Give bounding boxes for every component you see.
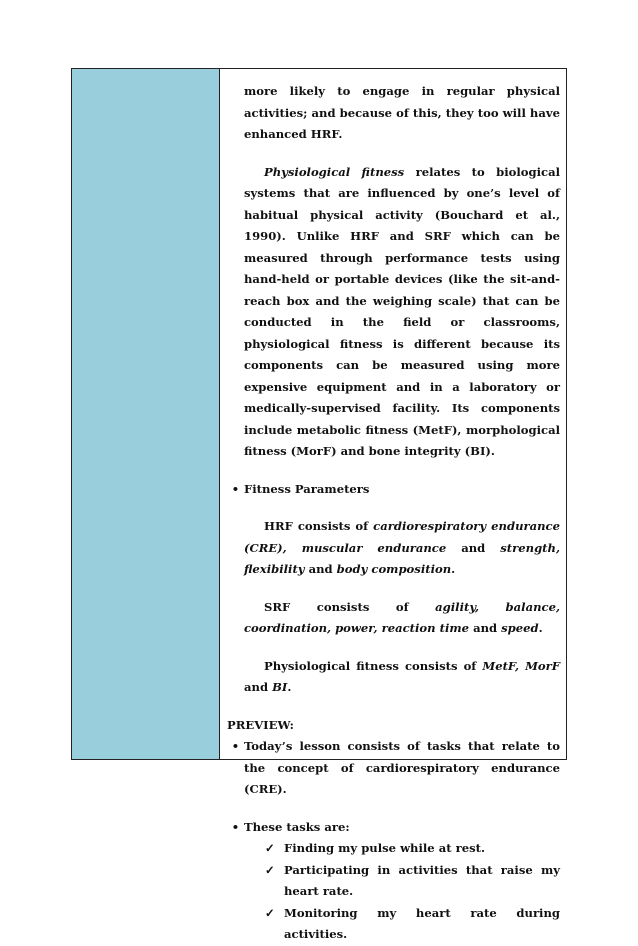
- preview-heading: PREVIEW:: [227, 717, 294, 732]
- preview-bullet-2: [227, 817, 560, 839]
- content-column: [220, 69, 566, 941]
- bullet-icon: •: [231, 481, 240, 496]
- task-text: Participating in activities that raise my heart rate.: [284, 862, 560, 898]
- side-column: [72, 69, 220, 759]
- paragraph-physiological-components: Physiological fitness consists of MetF, MorF and BI.: [244, 658, 560, 694]
- fitness-parameters-heading: Fitness Parameters: [244, 481, 370, 496]
- task-item: [227, 838, 560, 860]
- task-text: Monitoring my heart rate during activities.: [284, 905, 560, 941]
- preview-item-tasks: These tasks are:: [244, 819, 350, 834]
- bullet-fitness-parameters: [227, 479, 560, 501]
- term-physiological-fitness: Physiological fitness: [264, 164, 405, 179]
- task-text: Finding my pulse while at rest.: [284, 841, 486, 855]
- checkmark-icon: ✓: [265, 841, 275, 855]
- paragraph-hrf-components: HRF consists of cardiorespiratory endurance (CRE), muscular endurance and strength, flexibility and body composition.: [244, 519, 561, 576]
- lesson-table: [71, 68, 567, 941]
- task-item: [227, 903, 560, 946]
- checkmark-icon: ✓: [265, 905, 275, 920]
- task-item: [227, 860, 560, 903]
- paragraph-hrf-intro: more likely to engage in regular physical activities; and because of this, they too will have enhanced HRF.: [244, 84, 560, 141]
- preview-item-lesson: Today’s lesson consists of tasks that relate to the concept of cardiorespiratory endurance (CRE).: [244, 739, 560, 796]
- preview-bullet-1: [227, 736, 560, 801]
- paragraph-srf-components: SRF consists of agility, balance, coordination, power, reaction time and speed.: [244, 599, 560, 635]
- bullet-icon: •: [231, 739, 240, 753]
- checkmark-icon: ✓: [265, 862, 275, 877]
- paragraph-physiological-fitness: Physiological fitness relates to biological systems that are influenced by one’s level of habitual physical activity (Bouchard et al., 1990). Unlike HRF and SRF which can be measured through performance tests using hand-held or portable devices (like the sit-and-reach box and the weighing scale) that can be conducted in the field or classrooms, physiological fitness is different because its components can be measured using more expensive equipment and in a laboratory or medically-supervised facility. Its components include metabolic fitness (MetF), morphological fitness (MorF) and bone integrity (BI).: [244, 164, 560, 458]
- bullet-icon: •: [231, 819, 240, 834]
